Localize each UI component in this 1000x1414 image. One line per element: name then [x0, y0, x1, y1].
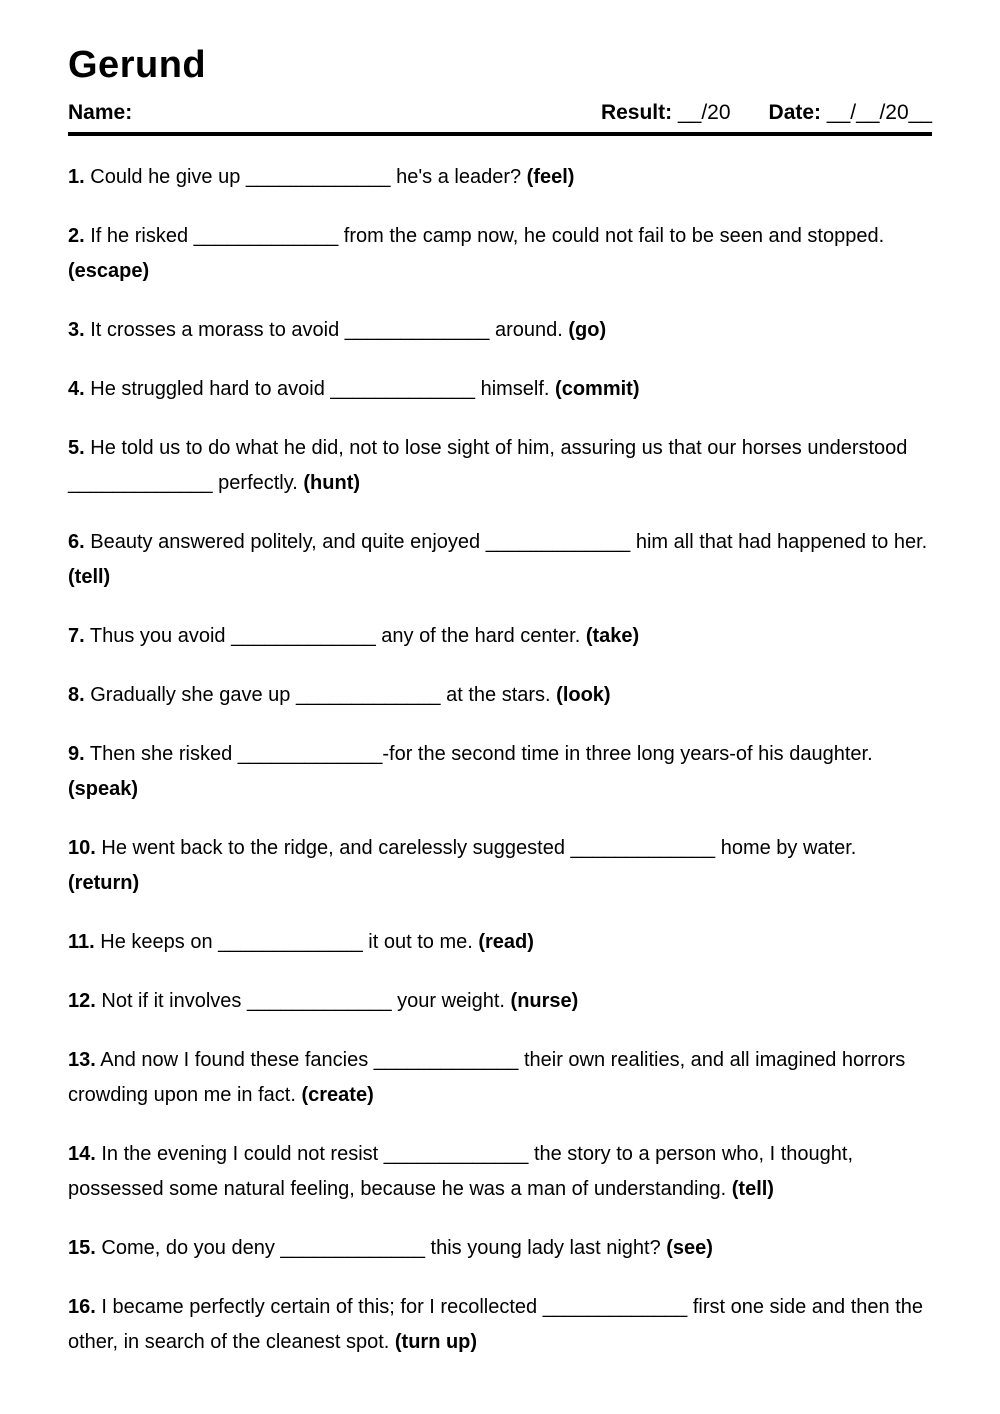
item-text: And now I found these fancies _____________ their own realities, and all imagined horrors crowding upon me in fact.: [68, 1049, 906, 1106]
exercise-item: [68, 1043, 932, 1113]
verb-hint: (create): [301, 1084, 374, 1106]
verb-hint: (tell): [731, 1178, 774, 1200]
answer-blank: _____________: [68, 472, 213, 494]
item-number: 10.: [68, 837, 96, 859]
exercise-item: [68, 984, 932, 1019]
item-number: 16.: [68, 1296, 96, 1318]
answer-blank: _____________: [218, 931, 363, 953]
answer-blank: _____________: [570, 837, 716, 859]
header-rule: [68, 132, 932, 136]
answer-blank: _____________: [542, 1296, 688, 1318]
item-number: 4.: [68, 378, 85, 400]
item-text: He went back to the ridge, and carelessly suggested _____________ home by water.: [101, 837, 857, 859]
item-text: It crosses a morass to avoid _____________ around.: [90, 319, 569, 341]
answer-blank: _____________: [237, 743, 383, 765]
exercise-item: [68, 160, 932, 195]
verb-hint: (tell): [68, 566, 111, 588]
item-number: 5.: [68, 437, 85, 459]
answer-blank: _____________: [280, 1237, 425, 1259]
verb-hint: (turn up): [394, 1331, 478, 1353]
answer-blank: _____________: [344, 319, 490, 341]
item-number: 6.: [68, 531, 85, 553]
result-label: Result:: [600, 101, 673, 124]
item-number: 7.: [68, 625, 85, 647]
verb-hint: (speak): [68, 778, 139, 800]
verb-hint: (escape): [68, 260, 150, 282]
verb-hint: (commit): [555, 378, 640, 400]
result-field: [601, 101, 731, 125]
date-field: [769, 101, 932, 125]
answer-blank: _____________: [383, 1143, 529, 1165]
item-text: He keeps on _____________ it out to me.: [100, 931, 479, 953]
answer-blank: _____________: [330, 378, 476, 400]
exercise-item: [68, 525, 932, 595]
name-label: Name:: [68, 101, 133, 124]
item-text: If he risked _____________ from the camp now, he could not fail to be seen and stopped.: [90, 225, 885, 247]
item-number: 12.: [68, 990, 96, 1012]
answer-blank: _____________: [295, 684, 441, 706]
answer-blank: _____________: [373, 1049, 519, 1071]
verb-hint: (feel): [526, 166, 575, 188]
result-blank: __/20: [677, 101, 731, 124]
exercise-item: [68, 1231, 932, 1266]
item-text: He struggled hard to avoid _____________ himself.: [90, 378, 556, 400]
exercises-list: [68, 160, 932, 1360]
exercise-item: [68, 925, 932, 960]
answer-blank: _____________: [193, 225, 339, 247]
exercise-item: [68, 737, 932, 807]
exercise-item: [68, 372, 932, 407]
item-text: Could he give up _____________ he's a leader?: [90, 166, 527, 188]
verb-hint: (return): [68, 872, 140, 894]
exercise-item: [68, 619, 932, 654]
verb-hint: (go): [568, 319, 607, 341]
item-number: 14.: [68, 1143, 96, 1165]
exercise-item: [68, 678, 932, 713]
verb-hint: (nurse): [510, 990, 579, 1012]
item-number: 1.: [68, 166, 85, 188]
verb-hint: (look): [556, 684, 611, 706]
item-text: Gradually she gave up _____________ at the stars.: [90, 684, 557, 706]
item-number: 9.: [68, 743, 85, 765]
answer-blank: _____________: [231, 625, 376, 647]
item-text: In the evening I could not resist _____________ the story to a person who, I thought, possessed some natural feeling, because he was a man of understanding.: [68, 1143, 854, 1200]
exercise-item: [68, 431, 932, 501]
exercise-item: [68, 219, 932, 289]
verb-hint: (take): [585, 625, 640, 647]
worksheet-header: [68, 101, 932, 125]
item-text: Then she risked _____________-for the second time in three long years-of his daughter.: [89, 743, 873, 765]
verb-hint: (read): [478, 931, 534, 953]
exercise-item: [68, 313, 932, 348]
exercise-item: [68, 1290, 932, 1360]
item-number: 2.: [68, 225, 85, 247]
answer-blank: _____________: [485, 531, 631, 553]
item-text: Thus you avoid _____________ any of the hard center.: [89, 625, 586, 647]
date-label: Date:: [768, 101, 822, 124]
item-number: 15.: [68, 1237, 96, 1259]
item-text: Come, do you deny _____________ this young lady last night?: [101, 1237, 667, 1259]
verb-hint: (hunt): [303, 472, 361, 494]
page-title: Gerund: [68, 44, 207, 86]
item-text: I became perfectly certain of this; for I recollected _____________ first one side and then the other, in search of the cleanest spot.: [68, 1296, 924, 1353]
item-text: Beauty answered politely, and quite enjoyed _____________ him all that had happened to her.: [90, 531, 928, 553]
item-text: Not if it involves _____________ your weight.: [101, 990, 511, 1012]
score-date-fields: [601, 101, 932, 125]
item-number: 13.: [68, 1049, 96, 1071]
item-number: 8.: [68, 684, 85, 706]
exercise-item: [68, 1137, 932, 1207]
answer-blank: _____________: [245, 166, 391, 188]
date-blank: __/__/20__: [826, 101, 932, 124]
answer-blank: _____________: [246, 990, 392, 1012]
item-number: 11.: [68, 931, 95, 953]
verb-hint: (see): [666, 1237, 713, 1259]
item-text: He told us to do what he did, not to lose sight of him, assuring us that our horses understood _____________ perfectly.: [68, 437, 908, 494]
item-number: 3.: [68, 319, 85, 341]
exercise-item: [68, 831, 932, 901]
